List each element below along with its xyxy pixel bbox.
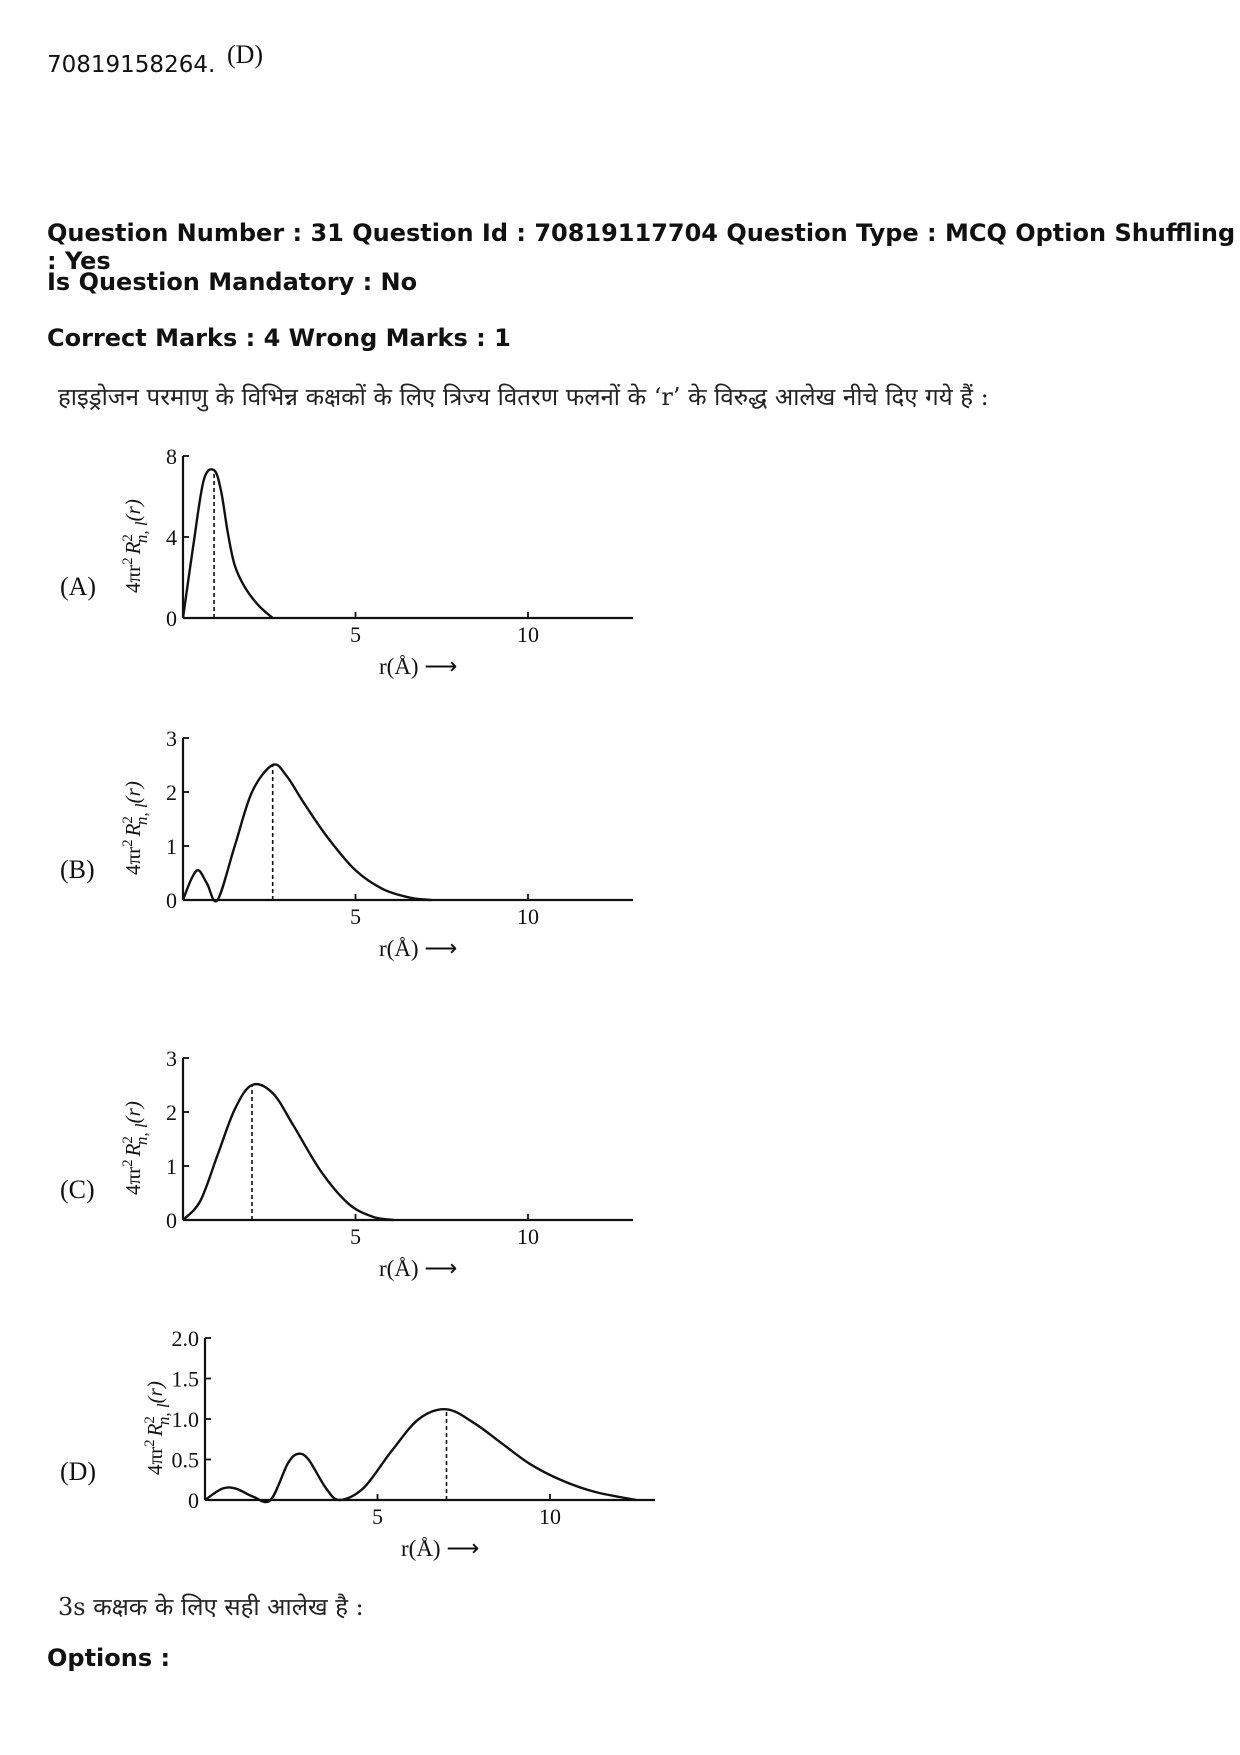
question-mandatory-line: Is Question Mandatory : No: [47, 268, 418, 296]
y-tick-label: 8: [166, 444, 177, 469]
x-axis-label: r(Å) ⟶: [379, 936, 458, 961]
x-tick-label: 10: [517, 1224, 539, 1249]
x-tick-label: 5: [372, 1504, 383, 1529]
question-marks-line: Correct Marks : 4 Wrong Marks : 1: [47, 324, 511, 352]
y-axis-label: $4\pi r^2R^2n$, l(r): [120, 1101, 151, 1195]
question-info-line: Question Number : 31 Question Id : 70819117704 Question Type : MCQ Option Shuffling : Yes: [47, 219, 1236, 275]
distribution-curve: [183, 469, 273, 618]
x-axis-label: r(Å) ⟶: [379, 1256, 458, 1281]
distribution-curve: [183, 1084, 393, 1220]
y-axis-label: $4\pi r^2R^2n$, l(r): [120, 499, 151, 593]
x-tick-label: 10: [539, 1504, 561, 1529]
x-tick-label: 10: [517, 904, 539, 929]
x-axis-label: r(Å) ⟶: [401, 1536, 480, 1561]
y-tick-label: 3: [166, 1046, 177, 1071]
y-tick-label: 0: [166, 888, 177, 913]
x-tick-label: 5: [350, 1224, 361, 1249]
options-label: Options :: [47, 1644, 171, 1672]
y-axis-label: $4\pi r^2R^2n$, l(r): [120, 781, 151, 875]
y-tick-label: 1: [166, 834, 177, 859]
y-tick-label: 1.5: [171, 1366, 199, 1392]
previous-answer-option: (D): [227, 40, 264, 69]
chart-panel: [60, 1046, 633, 1281]
distribution-curve: [183, 764, 431, 901]
y-tick-label: 3: [166, 726, 177, 751]
y-tick-label: 0: [188, 1488, 199, 1513]
question-prompt: हाइड्रोजन परमाणु के विभिन्न कक्षकों के लिए त्रिज्य वितरण फलनों के ‘r’ के विरुद्ध आलेख नीचे दिए गये हैं :: [58, 383, 989, 411]
y-tick-label: 0: [166, 1208, 177, 1233]
y-tick-label: 2: [166, 1100, 177, 1125]
y-tick-label: 4: [166, 525, 177, 550]
panel-option-label: (A): [60, 572, 97, 601]
previous-question-id: 70819158264.: [47, 52, 216, 78]
y-tick-label: 0.5: [171, 1447, 199, 1473]
panel-option-label: (D): [60, 1457, 97, 1486]
chart-panel: [60, 726, 633, 961]
chart-panel: [60, 444, 633, 679]
question-text: 3s कक्षक के लिए सही आलेख है :: [58, 1593, 364, 1621]
y-axis-label: $4\pi r^2R^2n$, l(r): [142, 1381, 173, 1475]
chart-panel: [60, 1326, 655, 1561]
y-tick-label: 1.0: [171, 1407, 199, 1432]
x-tick-label: 10: [517, 622, 539, 647]
x-axis-label: r(Å) ⟶: [379, 654, 458, 679]
y-tick-label: 0: [166, 606, 177, 631]
panel-option-label: (B): [60, 855, 95, 884]
distribution-curve: [205, 1409, 636, 1502]
y-tick-label: 2: [166, 780, 177, 805]
x-tick-label: 5: [350, 904, 361, 929]
x-tick-label: 5: [350, 622, 361, 647]
y-tick-label: 1: [166, 1154, 177, 1179]
panel-option-label: (C): [60, 1175, 95, 1204]
y-tick-label: 2.0: [171, 1326, 199, 1351]
